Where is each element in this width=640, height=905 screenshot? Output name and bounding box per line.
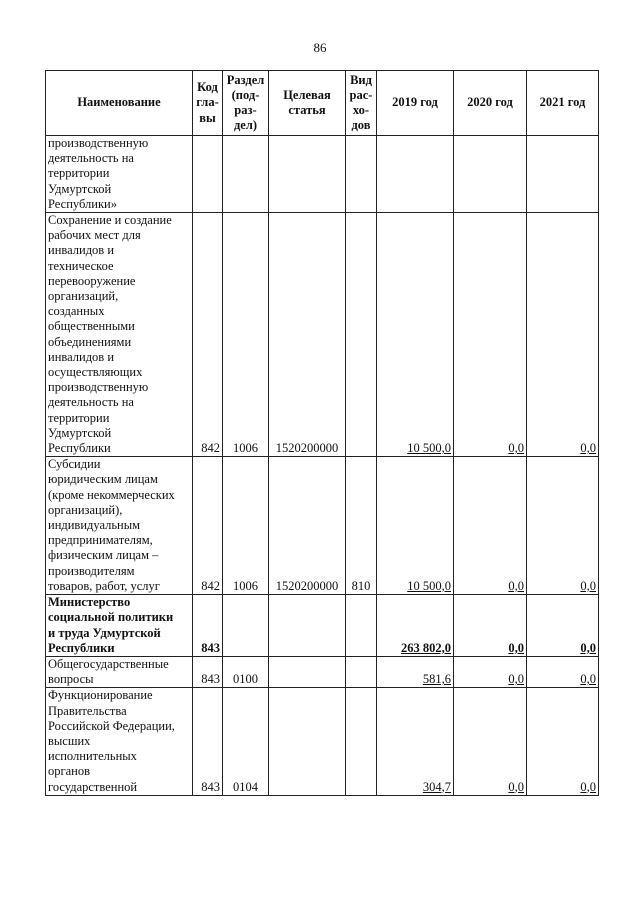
budget-table [45, 70, 599, 796]
row-2020 [454, 136, 527, 213]
header-target: Целевая статья [269, 71, 346, 136]
row-2021: 0,0 [527, 656, 599, 687]
row-code [193, 136, 223, 213]
row-code: 842 [193, 213, 223, 457]
row-type [346, 656, 377, 687]
header-name: Наименование [46, 71, 193, 136]
row-2019: 581,6 [377, 656, 454, 687]
row-target [269, 688, 346, 795]
row-section [223, 136, 269, 213]
row-type [346, 595, 377, 657]
row-target [269, 656, 346, 687]
row-type [346, 688, 377, 795]
row-target [269, 136, 346, 213]
row-section: 0104 [223, 688, 269, 795]
row-type [346, 213, 377, 457]
row-name: производственную деятельность на территории Удмуртской Республики» [46, 136, 193, 213]
page-number: 86 [313, 40, 327, 55]
row-2019: 10 500,0 [377, 213, 454, 457]
row-section [223, 595, 269, 657]
row-code: 842 [193, 457, 223, 595]
row-code: 843 [193, 688, 223, 795]
header-section: Раздел (под- раз- дел) [223, 71, 269, 136]
row-target: 1520200000 [269, 457, 346, 595]
row-2021 [527, 136, 599, 213]
row-2021: 0,0 [527, 457, 599, 595]
row-code: 843 [193, 595, 223, 657]
row-2019 [377, 136, 454, 213]
table-row [46, 688, 599, 795]
header-expense-type: Вид рас- хо- дов [346, 71, 377, 136]
row-2020: 0,0 [454, 595, 527, 657]
row-name: Общегосударственные вопросы [46, 656, 193, 687]
header-code: Код гла- вы [193, 71, 223, 136]
header-2021: 2021 год [527, 71, 599, 136]
row-2019: 10 500,0 [377, 457, 454, 595]
row-section: 1006 [223, 213, 269, 457]
header-2019: 2019 год [377, 71, 454, 136]
table-row [46, 656, 599, 687]
header-row [46, 71, 599, 136]
row-name: Сохранение и создание рабочих мест для инвалидов и техническое перевооружение организаций, созданных общественными объединениями инвалидов и осуществляющих производственную деятельность на территории Удмуртской Республики [46, 213, 193, 457]
header-2020: 2020 год [454, 71, 527, 136]
row-2021: 0,0 [527, 595, 599, 657]
table-row [46, 136, 599, 213]
row-2019: 263 802,0 [377, 595, 454, 657]
row-2019: 304,7 [377, 688, 454, 795]
row-type: 810 [346, 457, 377, 595]
row-name: Субсидии юридическим лицам (кроме некоммерческих организаций), индивидуальным предпринимателям, физическим лицам – производителям товаров, работ, услуг [46, 457, 193, 595]
table-row [46, 595, 599, 657]
row-name: Функционирование Правительства Российской Федерации, высших исполнительных органов государственной [46, 688, 193, 795]
row-2021: 0,0 [527, 213, 599, 457]
row-name: Министерство социальной политики и труда Удмуртской Республики [46, 595, 193, 657]
row-2020: 0,0 [454, 213, 527, 457]
row-2020: 0,0 [454, 457, 527, 595]
row-2020: 0,0 [454, 688, 527, 795]
row-2021: 0,0 [527, 688, 599, 795]
table-row [46, 457, 599, 595]
row-section: 0100 [223, 656, 269, 687]
row-section: 1006 [223, 457, 269, 595]
table-row [46, 213, 599, 457]
row-code: 843 [193, 656, 223, 687]
row-type [346, 136, 377, 213]
row-2020: 0,0 [454, 656, 527, 687]
row-target [269, 595, 346, 657]
row-target: 1520200000 [269, 213, 346, 457]
